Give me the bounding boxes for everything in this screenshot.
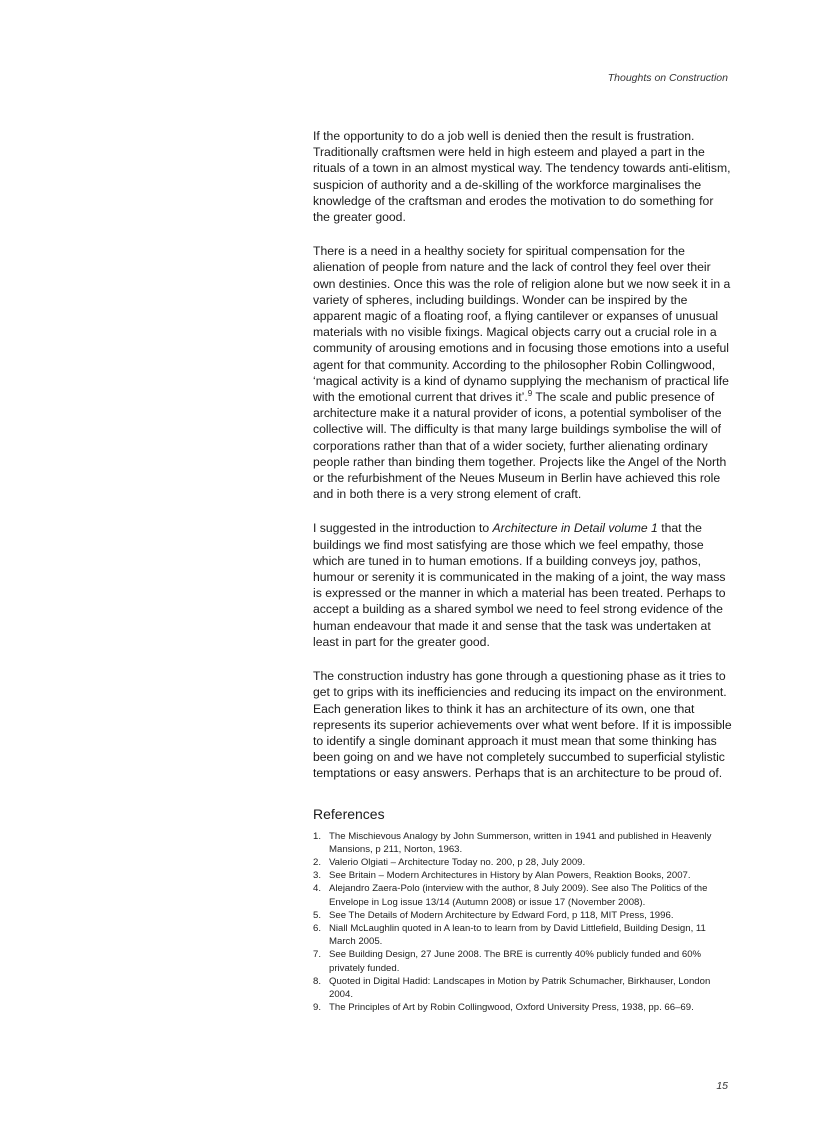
page-number: 15 <box>716 1080 728 1092</box>
references-list <box>313 830 733 1015</box>
paragraph-text-part: The scale and public presence of architecture make it a natural provider of icons, a potential symboliser of the collective will. The difficulty is that many large buildings symbolise the will of corporations rather than that of a wider society, further alienating ordinary people rather than binding them together. Projects like the Angel of the North or the refurbishment of the Neues Museum in Berlin have achieved this role and in both there is a very strong element of craft. <box>313 390 727 502</box>
reference-number: 9. <box>313 1002 322 1014</box>
reference-item <box>313 1001 733 1014</box>
references-heading: References <box>313 805 385 822</box>
reference-item <box>313 909 733 922</box>
paragraph-construction-industry: The construction industry has gone through a questioning phase as it tries to get to grips with its inefficiencies and reducing its impact on the environment. Each generation likes to think it has an architecture of its own, one that represents its superior achievements over what went before. If it is impossible to identify a single dominant approach it must mean that some thinking has been going on and we have not completely succumbed to superficial stylistic temptations or easy answers. Perhaps that is an architecture to be proud of. <box>313 669 732 781</box>
reference-item <box>313 856 733 869</box>
reference-number: 6. <box>313 922 322 934</box>
paragraph-text-part: There is a need in a healthy society for spiritual compensation for the alienation of people from nature and the lack of control they feel over their own destinies. Once this was the role of religion alone but we now seek it in a variety of spheres, including buildings. Wonder can be inspired by the apparent magic of a floating roof, a flying cantilever or expanses of unusual materials with no visible fixings. Magical objects carry out a crucial role in a community of arousing emotions and in focusing those emotions into a useful agent for that community. According to the philosopher Robin Collingwood, ‘magical activity is a kind of dynamo supplying the mechanism of practical life with the emotional current that drives it’. <box>313 244 731 405</box>
reference-text: See Building Design, 27 June 2008. The BRE is currently 40% publicly funded and 60% privately funded. <box>329 949 702 974</box>
footnote-marker: 9 <box>527 388 533 398</box>
paragraph-empathy <box>313 520 733 650</box>
reference-text: Valerio Olgiati – Architecture Today no. 200, p 28, July 2009. <box>329 856 586 868</box>
reference-item <box>313 830 733 856</box>
reference-number: 7. <box>313 949 322 961</box>
main-content <box>313 128 733 1014</box>
reference-number: 4. <box>313 883 322 895</box>
reference-text: The Mischievous Analogy by John Summerson, written in 1941 and published in Heavenly Mansions, p 211, Norton, 1963. <box>329 830 712 855</box>
reference-item <box>313 922 733 948</box>
reference-number: 8. <box>313 975 322 987</box>
reference-item <box>313 975 733 1001</box>
book-title: Architecture in Detail volume 1 <box>492 521 658 536</box>
paragraph-spiritual-compensation <box>313 243 733 502</box>
paragraph-text-part: I suggested in the introduction to <box>313 521 493 536</box>
reference-text: See Britain – Modern Architectures in History by Alan Powers, Reaktion Books, 2007. <box>329 870 691 882</box>
reference-item <box>313 869 733 882</box>
reference-text: Alejandro Zaera-Polo (interview with the author, 8 July 2009). See also The Politics of the Envelope in Log issue 13/14 (Autumn 2008) or issue 17 (November 2008). <box>329 883 708 908</box>
reference-item <box>313 948 733 974</box>
reference-number: 2. <box>313 856 322 868</box>
paragraph-text-part: that the buildings we find most satisfying are those which we feel empathy, those which are tuned in to human emotions. If a building conveys joy, pathos, humour or serenity it is communicated in the making of a joint, the way mass is expressed or the manner in which a material has been treated. Perhaps to accept a building as a shared symbol we need to feel strong evidence of the human endeavour that made it and sense that the task was undertaken at least in part for the greater good. <box>313 521 726 649</box>
reference-text: Quoted in Digital Hadid: Landscapes in Motion by Patrik Schumacher, Birkhauser, London 2004. <box>329 975 711 1000</box>
running-header-title: Thoughts on Construction <box>607 72 728 84</box>
reference-number: 3. <box>313 870 322 882</box>
reference-text: Niall McLaughlin quoted in A lean-to to learn from by David Littlefield, Building Design, 11 March 2005. <box>329 922 706 948</box>
reference-item <box>313 882 733 908</box>
reference-number: 5. <box>313 909 322 921</box>
paragraph-frustration: If the opportunity to do a job well is denied then the result is frustration. Traditionally craftsmen were held in high esteem and played a part in the rituals of a town in an almost mystical way. The tendency towards anti-elitism, suspicion of authority and a de-skilling of the workforce marginalises the knowledge of the craftsman and erodes the motivation to do something for the greater good. <box>313 129 731 225</box>
reference-text: See The Details of Modern Architecture by Edward Ford, p 118, MIT Press, 1996. <box>329 909 674 921</box>
reference-number: 1. <box>313 830 322 842</box>
reference-text: The Principles of Art by Robin Collingwood, Oxford University Press, 1938, pp. 66–69. <box>329 1002 694 1014</box>
